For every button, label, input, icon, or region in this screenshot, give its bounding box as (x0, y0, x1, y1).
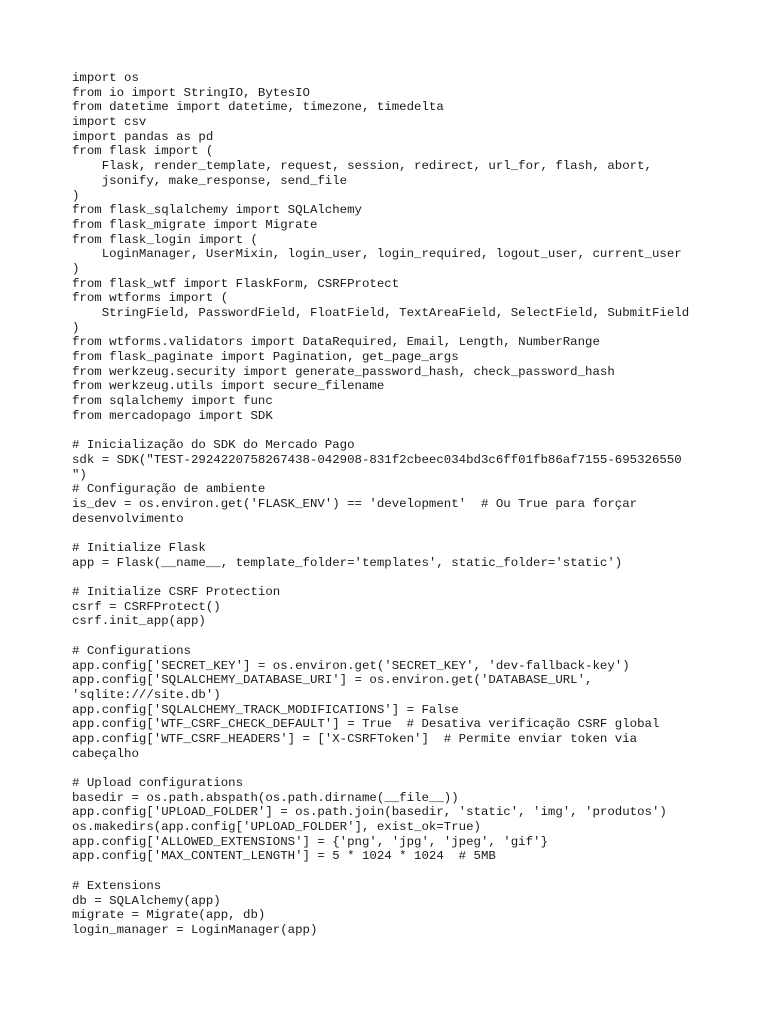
code-line: app.config['MAX_CONTENT_LENGTH'] = 5 * 1024 * 1024 # 5MB (72, 849, 496, 864)
code-line: Flask, render_template, request, session, redirect, url_for, flash, abort, (72, 159, 652, 174)
code-comment-line: # Extensions (72, 878, 162, 893)
code-line: import csv (72, 115, 147, 130)
code-line: jsonify, make_response, send_file (72, 173, 348, 188)
code-line: is_dev = os.environ.get('FLASK_ENV') == 'development' # Ou True para forçar (72, 496, 638, 511)
code-line: login_manager = LoginManager(app) (72, 922, 318, 937)
code-line: from flask_sqlalchemy import SQLAlchemy (72, 203, 362, 218)
code-line: app.config['SECRET_KEY'] = os.environ.get('SECRET_KEY', 'dev-fallback-key') (72, 658, 630, 673)
code-comment-line: # Initialize Flask (72, 541, 206, 555)
code-line: app.config['SQLALCHEMY_TRACK_MODIFICATIONS'] = False (72, 702, 459, 717)
code-line: StringField, PasswordField, FloatField, TextAreaField, SelectField, SubmitField (72, 306, 690, 320)
code-line: LoginManager, UserMixin, login_user, login_required, logout_user, current_user (72, 247, 682, 262)
code-line: app = Flask(__name__, template_folder='templates', static_folder='static') (72, 555, 623, 570)
code-line: db = SQLAlchemy(app) (72, 893, 221, 908)
blank-line (72, 864, 712, 879)
code-line: from mercadopago import SDK (72, 408, 273, 423)
code-line: desenvolvimento (72, 511, 184, 526)
code-line: from flask_login import ( (72, 232, 258, 247)
code-line: app.config['WTF_CSRF_HEADERS'] = ['X-CSRFToken'] # Permite enviar token via (72, 731, 638, 746)
code-line: from werkzeug.security import generate_password_hash, check_password_hash (72, 364, 615, 379)
blank-line (72, 629, 712, 644)
code-comment-line: # Initialize CSRF Protection (72, 585, 281, 600)
code-line: app.config['WTF_CSRF_CHECK_DEFAULT'] = True # Desativa verificação CSRF global (72, 717, 660, 732)
code-line: ) (72, 261, 80, 276)
code-line: from sqlalchemy import func (72, 394, 273, 409)
code-line: cabeçalho (72, 746, 139, 761)
code-line: migrate = Migrate(app, db) (72, 908, 266, 923)
code-line: ) (72, 188, 80, 203)
code-line: from wtforms.validators import DataRequired, Email, Length, NumberRange (72, 335, 600, 350)
code-line: os.makedirs(app.config['UPLOAD_FOLDER'], exist_ok=True) (72, 820, 481, 835)
code-line: app.config['ALLOWED_EXTENSIONS'] = {'png', 'jpg', 'jpeg', 'gif'} (72, 834, 548, 849)
code-comment-line: # Inicialização do SDK do Mercado Pago (72, 438, 355, 453)
code-line: from flask_paginate import Pagination, get_page_args (72, 350, 459, 365)
code-line: ") (72, 467, 87, 482)
code-block (72, 71, 712, 938)
code-line: from werkzeug.utils import secure_filename (72, 379, 385, 394)
code-line: import os (72, 71, 139, 85)
blank-line (72, 526, 712, 541)
code-line: ) (72, 320, 80, 335)
code-line: from io import StringIO, BytesIO (72, 85, 310, 100)
code-line: app.config['SQLALCHEMY_DATABASE_URI'] = os.environ.get('DATABASE_URL', (72, 673, 593, 688)
code-line: 'sqlite:///site.db') (72, 687, 221, 702)
blank-line (72, 570, 712, 585)
code-line: from flask_wtf import FlaskForm, CSRFProtect (72, 276, 400, 291)
code-line: csrf = CSRFProtect() (72, 599, 221, 614)
code-line: from flask_migrate import Migrate (72, 217, 318, 232)
code-comment-line: # Upload configurations (72, 776, 244, 790)
code-line: from wtforms import ( (72, 291, 229, 306)
code-line: from flask import ( (72, 144, 214, 159)
code-line: app.config['UPLOAD_FOLDER'] = os.path.join(basedir, 'static', 'img', 'produtos') (72, 805, 667, 820)
code-comment-line: # Configuração de ambiente (72, 482, 266, 497)
code-comment-line: # Configurations (72, 643, 191, 658)
blank-line (72, 761, 712, 776)
code-line: import pandas as pd (72, 129, 214, 144)
blank-line (72, 424, 712, 439)
code-line: sdk = SDK("TEST-2924220758267438-042908-831f2cbeec034bd3c6ff01fb86af7155-695326550 (72, 452, 682, 467)
code-line: from datetime import datetime, timezone, timedelta (72, 100, 444, 115)
code-line: csrf.init_app(app) (72, 614, 206, 629)
code-line: basedir = os.path.abspath(os.path.dirname(__file__)) (72, 790, 459, 805)
